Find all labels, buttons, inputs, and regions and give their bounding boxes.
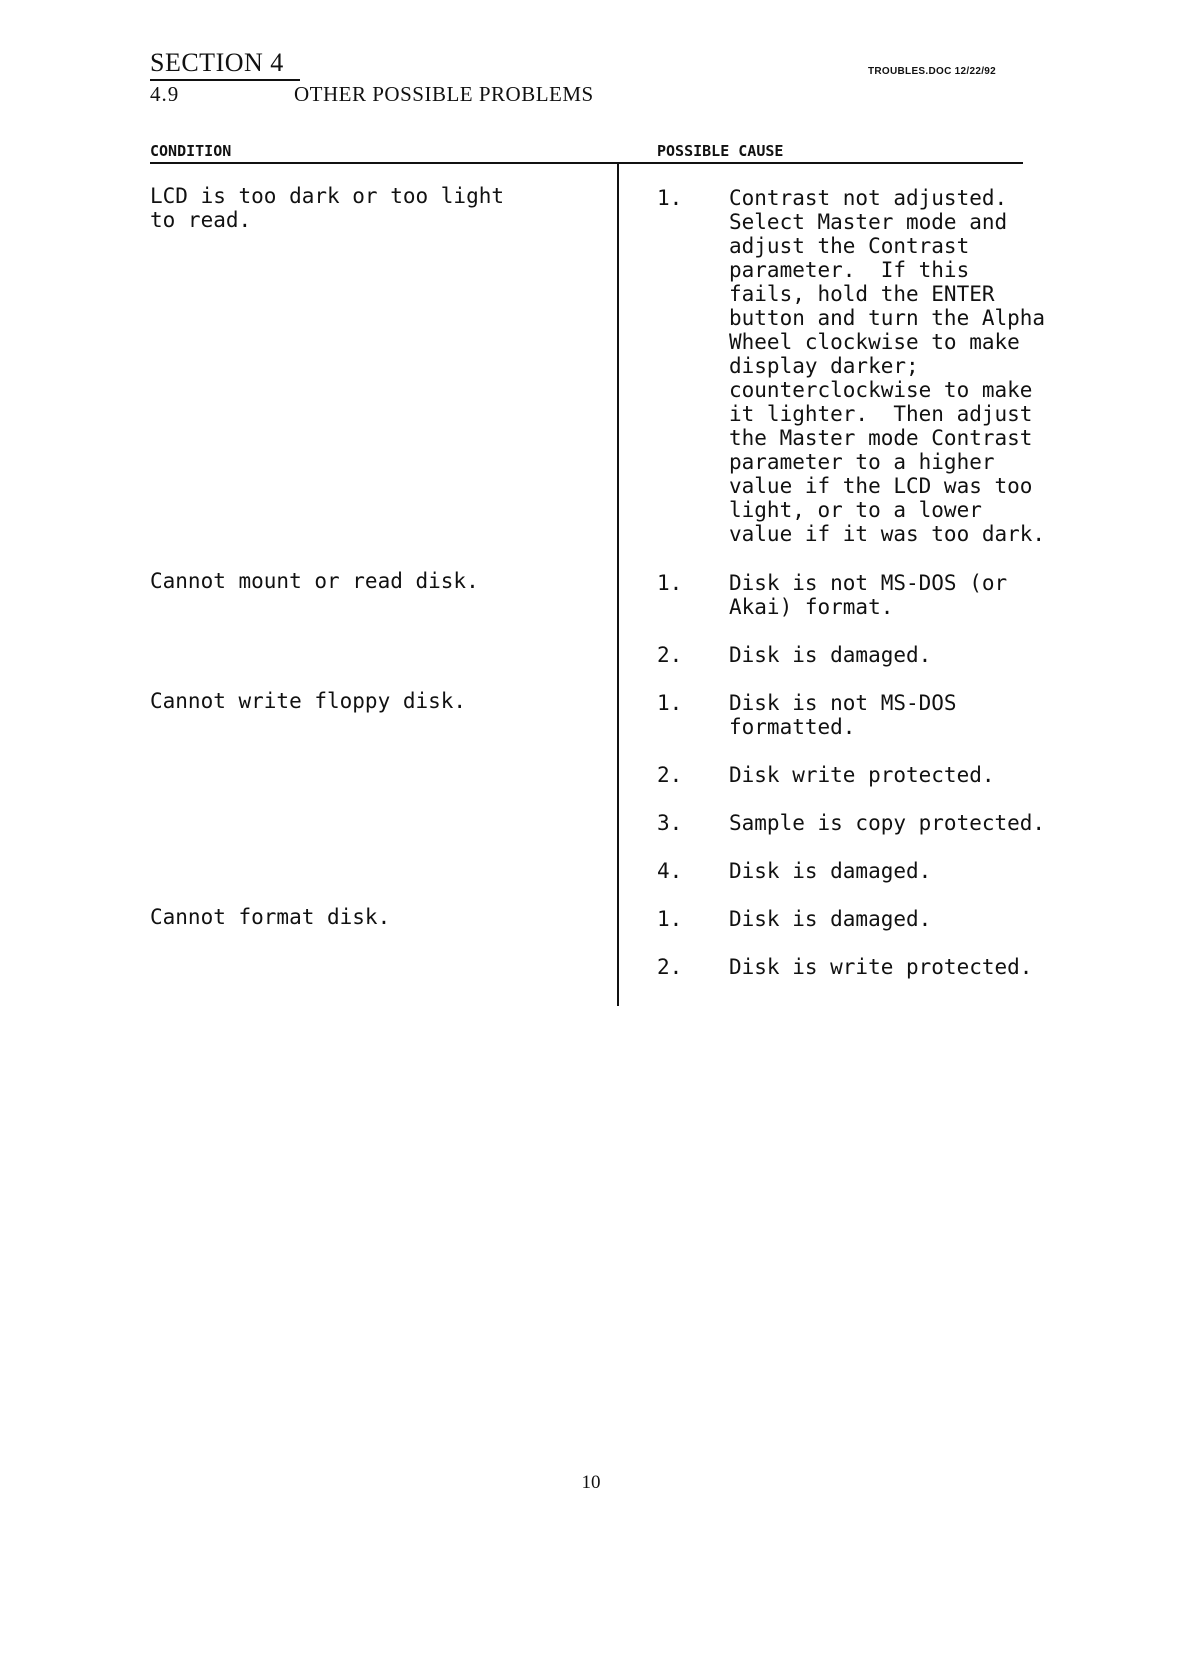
cause-number: 1. [657,186,683,210]
cause-number: 2. [657,763,683,787]
cause-number: 2. [657,955,683,979]
cause-text: Disk write protected. [729,763,995,787]
table-header-rule [150,162,1023,164]
cause-text: Disk is damaged. [729,643,932,667]
cause-number: 2. [657,643,683,667]
cause-number: 1. [657,571,683,595]
condition-cannot-mount-disk: Cannot mount or read disk. [150,569,479,593]
cause-number: 1. [657,691,683,715]
cause-text: Contrast not adjusted. Select Master mode and adjust the Contrast parameter. If this fails, hold the ENTER button and turn the Alpha Wheel clockwise to make display darker; counterclockwise to make it lighter. Then adjust the Master mode Contrast parameter to a higher value if the LCD was too light, or to a lower value if it was too dark. [729,186,1046,546]
subsection-title: OTHER POSSIBLE PROBLEMS [294,82,594,106]
column-header-condition: CONDITION [150,142,232,160]
cause-text: Disk is not MS-DOS formatted. [729,691,957,739]
cause-number: 4. [657,859,683,883]
cause-text: Disk is write protected. [729,955,1033,979]
cause-text: Sample is copy protected. [729,811,1046,835]
cause-number: 1. [657,907,683,931]
column-header-possible-cause: POSSIBLE CAUSE [657,142,784,160]
section-title-underline [150,79,300,81]
cause-text: Disk is not MS-DOS (or Akai) format. [729,571,1008,619]
condition-cannot-format-disk: Cannot format disk. [150,905,391,929]
table-column-divider [617,164,619,1006]
page-number: 10 [581,1472,601,1493]
condition-lcd-contrast: LCD is too dark or too light to read. [150,184,505,232]
subsection-number: 4.9 [150,82,180,106]
section-title: SECTION 4 [150,48,284,77]
document-filename-date: TROUBLES.DOC 12/22/92 [868,66,997,77]
cause-number: 3. [657,811,683,835]
condition-cannot-write-floppy: Cannot write floppy disk. [150,689,467,713]
cause-text: Disk is damaged. [729,907,932,931]
cause-text: Disk is damaged. [729,859,932,883]
